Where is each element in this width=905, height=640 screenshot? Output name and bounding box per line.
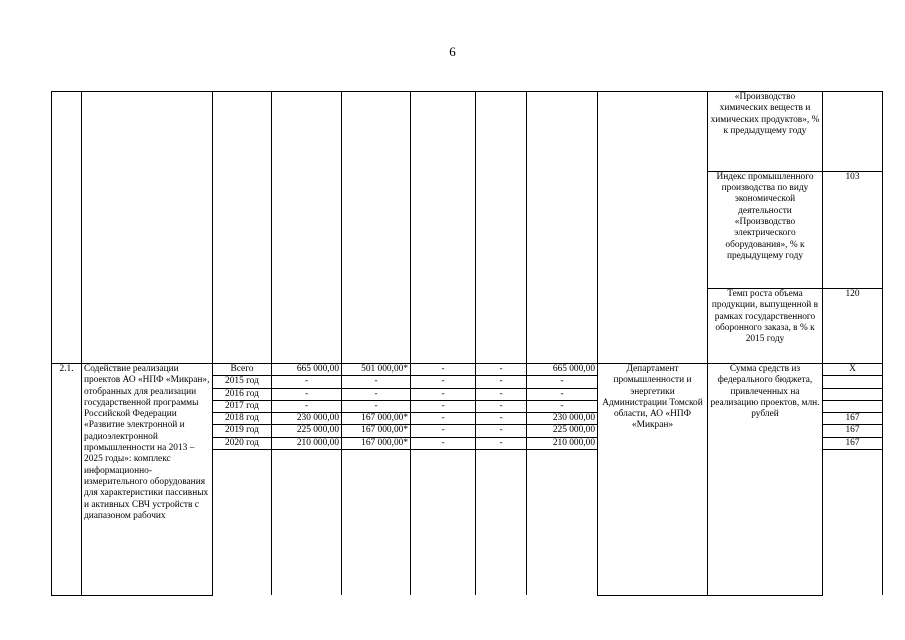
indicator-value: 103 [823,171,883,288]
table-row [52,364,883,376]
indicator-value [823,376,883,388]
executor: Департамент промышленности и энергетики Администрации Томской области, АО «НПФ «Микран» [598,364,708,596]
year-label: 2016 год [213,388,272,400]
year-label: 2018 год [213,413,272,425]
continuation-row [52,92,883,172]
indicator-value: 120 [823,289,883,364]
extra-amount: 225 000,00 [527,425,598,437]
year-label: 2015 год [213,376,272,388]
extra-amount: - [527,376,598,388]
continuation-year-cell [213,92,272,364]
regional-amount: - [411,413,476,425]
filler-regional [411,450,476,596]
filler-extra [527,450,598,596]
regional-amount: - [411,437,476,449]
indicator-value: 167 [823,425,883,437]
year-label: 2020 год [213,437,272,449]
continuation-regional-cell [411,92,476,364]
local-amount: - [476,437,527,449]
measure-name: Содействие реализации проектов АО «НПФ «Микран», отобранных для реализации государственной программы Российской Федерации «Развитие электронной и радиоэлектронной промышленности на 2013 – 2025 годы»: комплекс информационно-измерительного оборудования для характеристики пассивных и активных СВЧ устройств с диапазоном рабочих [82,364,213,596]
extra-amount: - [527,400,598,412]
continuation-number-cell [52,92,82,364]
continuation-extra-cell [527,92,598,364]
total-amount: 225 000,00 [272,425,342,437]
federal-amount: - [342,376,411,388]
regional-amount: - [411,400,476,412]
indicator-name: Сумма средств из федерального бюджета, привлеченных на реализацию проектов, млн. рублей [708,364,823,596]
indicator-value: 167 [823,437,883,449]
filler-total [272,450,342,596]
continuation-name-cell [82,92,213,364]
indicator-text: Индекс промышленного производства по виду экономической деятельности «Производство электрического оборудования», % к предыдущему году [708,171,823,288]
local-amount: - [476,376,527,388]
page-number: 6 [449,44,456,59]
total-amount: 665 000,00 [272,364,342,376]
regional-amount: - [411,388,476,400]
indicator-value [823,388,883,400]
indicator-value [823,400,883,412]
indicator-value: 167 [823,413,883,425]
federal-amount: 167 000,00* [342,425,411,437]
filler-indicator [823,450,883,596]
continuation-executor-cell [598,92,708,364]
federal-amount: - [342,400,411,412]
total-amount: - [272,400,342,412]
filler-local [476,450,527,596]
extra-amount: 210 000,00 [527,437,598,449]
federal-amount: 167 000,00* [342,437,411,449]
filler-federal [342,450,411,596]
year-label: 2019 год [213,425,272,437]
regional-amount: - [411,376,476,388]
continuation-local-cell [476,92,527,364]
local-amount: - [476,364,527,376]
local-amount: - [476,400,527,412]
local-amount: - [476,388,527,400]
row-number: 2.1. [52,364,82,596]
continuation-federal-cell [342,92,411,364]
regional-amount: - [411,364,476,376]
indicator-value: X [823,364,883,376]
federal-amount: 167 000,00* [342,413,411,425]
extra-amount: 665 000,00 [527,364,598,376]
regional-amount: - [411,425,476,437]
extra-amount: - [527,388,598,400]
year-label: Всего [213,364,272,376]
federal-amount: 501 000,00* [342,364,411,376]
indicator-value [823,92,883,172]
total-amount: 210 000,00 [272,437,342,449]
total-amount: - [272,388,342,400]
local-amount: - [476,413,527,425]
filler-year [213,450,272,596]
indicator-text: Темп роста объема продукции, выпущенной в рамках государственного оборонного заказа, в % к 2015 году [708,289,823,364]
local-amount: - [476,425,527,437]
federal-amount: - [342,388,411,400]
year-label: 2017 год [213,400,272,412]
program-table [51,91,883,596]
total-amount: - [272,376,342,388]
extra-amount: 230 000,00 [527,413,598,425]
indicator-text: «Производство химических веществ и химических продуктов», % к предыдущему году [708,92,823,172]
continuation-total-cell [272,92,342,364]
total-amount: 230 000,00 [272,413,342,425]
